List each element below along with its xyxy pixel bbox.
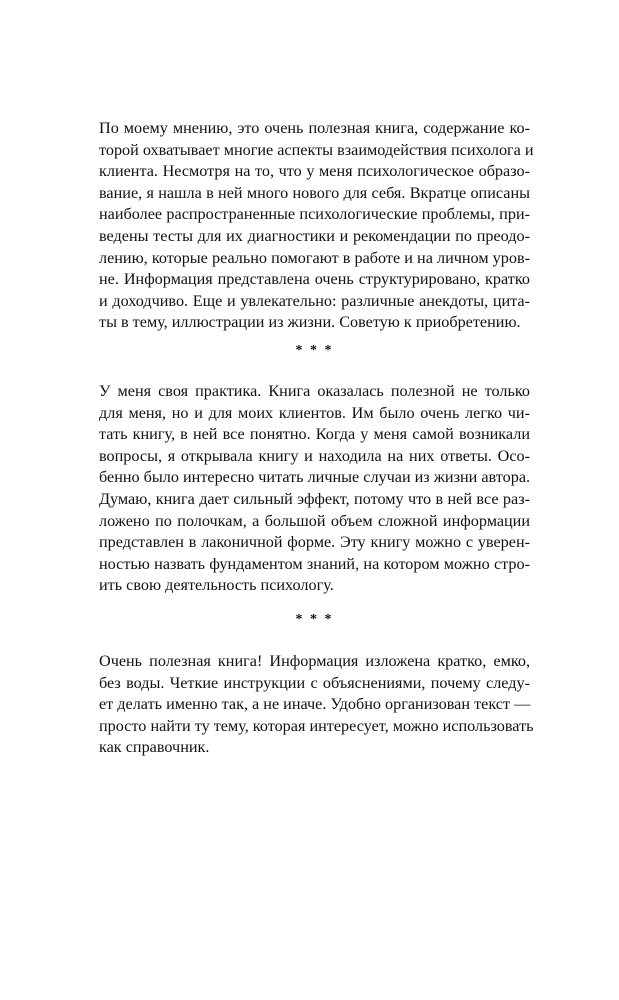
text-line: и доходчиво. Еще и увлекательно: различные анекдоты, цита- — [99, 291, 530, 310]
text-line: ностью назвать фундаментом знаний, на котором можно стро- — [99, 554, 530, 573]
text-line: тать книгу, в ней все понятно. Когда у меня самой возникали — [99, 425, 530, 444]
text-line: бенно было интересно читать личные случаи из жизни автора. — [99, 468, 531, 487]
text-line: не. Информация представлена очень структурировано, кратко — [99, 270, 530, 289]
text-line: для меня, но и для моих клиентов. Им было очень легко чи- — [99, 403, 530, 422]
text-line: без воды. Четкие инструкции с объяснениями, почему следу- — [99, 673, 530, 692]
text-line: ты в тему, иллюстрации из жизни. Советую к приобретению. — [99, 313, 521, 332]
text-line: торой охватывает многие аспекты взаимодействия психолога и — [99, 140, 534, 159]
review-paragraph — [99, 651, 534, 759]
text-line: ет делать именно так, а не иначе. Удобно организован текст — — [99, 695, 531, 714]
text-line: представлен в лаконичной форме. Эту книгу можно с уверен- — [99, 533, 530, 552]
text-line: ложено по полочкам, а большой объем сложной информации — [99, 511, 530, 530]
text-line: просто найти ту тему, которая интересует, можно использовать — [99, 716, 534, 735]
review-paragraph — [99, 118, 534, 334]
text-line: ведены тесты для их диагностики и рекомендации по преодо- — [99, 226, 530, 245]
text-line: как справочник. — [99, 738, 210, 757]
section-separator: * * * — [295, 343, 334, 358]
text-line: вопросы, я открывала книгу и находила на них ответы. Осо- — [99, 446, 530, 465]
text-line: наиболее распространенные психологические проблемы, при- — [99, 205, 530, 224]
text-line: По моему мнению, это очень полезная книга, содержание ко- — [99, 119, 530, 137]
section-separator: * * * — [295, 612, 334, 627]
text-line: вание, я нашла в ней много нового для себя. Вкратце описаны — [99, 183, 530, 202]
text-line: Думаю, книга дает сильный эффект, потому что в ней все раз- — [99, 489, 530, 508]
review-paragraph — [99, 381, 530, 597]
text-line: У меня своя практика. Книга оказалась полезной не только — [99, 382, 530, 400]
text-line: клиента. Несмотря на то, что у меня психологическое образо- — [99, 162, 530, 181]
text-line: лению, которые реально помогают в работе и на личном уров- — [99, 248, 530, 267]
text-line: ить свою деятельность психологу. — [99, 576, 334, 595]
text-line: Очень полезная книга! Информация изложена кратко, емко, — [99, 652, 530, 670]
